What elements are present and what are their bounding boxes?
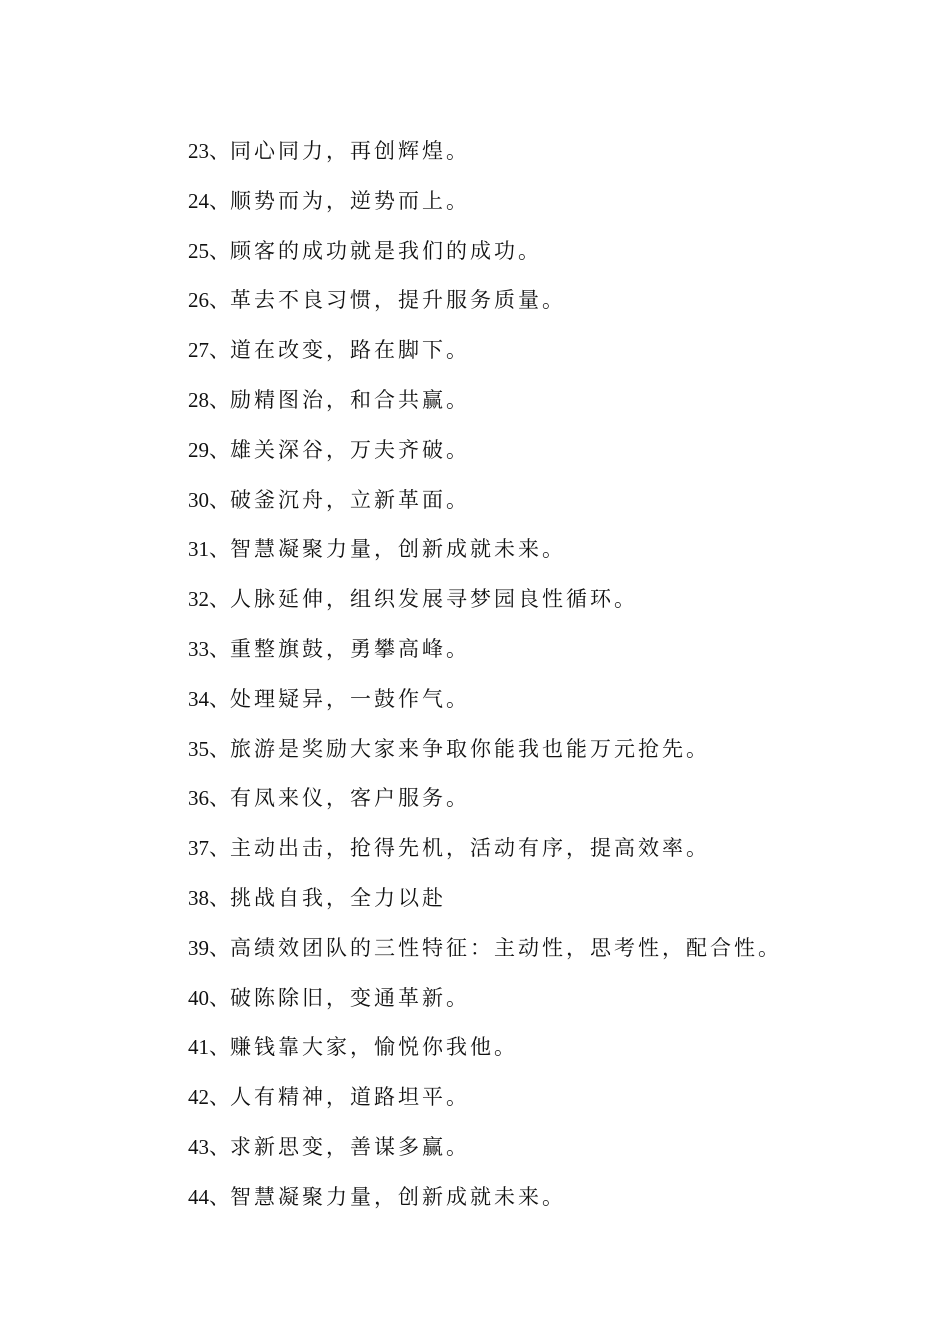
- list-item: [188, 631, 908, 681]
- list-item: [188, 1179, 908, 1229]
- item-number: 37、: [188, 836, 230, 861]
- item-text: 破釜沉舟，立新革面。: [230, 487, 470, 512]
- item-number: 36、: [188, 786, 230, 811]
- item-text: 励精图治，和合共赢。: [230, 387, 470, 412]
- item-number: 28、: [188, 387, 230, 412]
- item-number: 44、: [188, 1184, 230, 1209]
- list-item: [188, 731, 908, 781]
- item-text: 顾客的成功就是我们的成功。: [230, 238, 542, 263]
- item-text: 智慧凝聚力量，创新成就未来。: [230, 1184, 566, 1209]
- item-text: 顺势而为，逆势而上。: [230, 188, 470, 213]
- item-number: 39、: [188, 935, 230, 960]
- item-number: 32、: [188, 587, 230, 612]
- list-item: [188, 282, 908, 332]
- item-number: 34、: [188, 686, 230, 711]
- item-number: 38、: [188, 885, 230, 910]
- item-number: 25、: [188, 238, 230, 263]
- item-text: 革去不良习惯，提升服务质量。: [230, 288, 566, 313]
- item-text: 道在改变，路在脚下。: [230, 338, 470, 363]
- item-text: 旅游是奖励大家来争取你能我也能万元抢先。: [230, 736, 710, 761]
- item-text: 破陈除旧，变通革新。: [230, 985, 470, 1010]
- list-item: [188, 1029, 908, 1079]
- item-text: 处理疑异，一鼓作气。: [230, 686, 470, 711]
- item-number: 30、: [188, 487, 230, 512]
- list-item: [188, 332, 908, 382]
- item-text: 求新思变，善谋多赢。: [230, 1134, 470, 1159]
- list-item: [188, 581, 908, 631]
- list-item: [188, 930, 908, 980]
- item-text: 雄关深谷，万夫齐破。: [230, 437, 470, 462]
- item-number: 29、: [188, 437, 230, 462]
- item-text: 智慧凝聚力量，创新成就未来。: [230, 537, 566, 562]
- item-text: 高绩效团队的三性特征：主动性，思考性，配合性。: [230, 935, 782, 960]
- list-item: [188, 482, 908, 532]
- list-item: [188, 780, 908, 830]
- item-number: 31、: [188, 537, 230, 562]
- item-number: 40、: [188, 985, 230, 1010]
- item-text: 重整旗鼓，勇攀高峰。: [230, 636, 470, 661]
- list-item: [188, 183, 908, 233]
- list-item: [188, 980, 908, 1030]
- list-item: [188, 382, 908, 432]
- item-text: 挑战自我，全力以赴: [230, 885, 446, 910]
- item-number: 35、: [188, 736, 230, 761]
- list-item: [188, 133, 908, 183]
- item-number: 43、: [188, 1134, 230, 1159]
- item-text: 人有精神，道路坦平。: [230, 1085, 470, 1110]
- item-number: 24、: [188, 188, 230, 213]
- item-number: 26、: [188, 288, 230, 313]
- list-item: [188, 880, 908, 930]
- item-number: 33、: [188, 636, 230, 661]
- item-text: 同心同力，再创辉煌。: [230, 139, 470, 163]
- item-number: 42、: [188, 1085, 230, 1110]
- list-item: [188, 233, 908, 283]
- list-item: [188, 531, 908, 581]
- list-item: [188, 1079, 908, 1129]
- item-text: 人脉延伸，组织发展寻梦园良性循环。: [230, 587, 638, 612]
- item-number: 41、: [188, 1035, 230, 1060]
- item-text: 有凤来仪，客户服务。: [230, 786, 470, 811]
- item-number: 27、: [188, 338, 230, 363]
- item-number: 23、: [188, 139, 230, 163]
- slogan-list: [188, 133, 908, 1229]
- list-item: [188, 1129, 908, 1179]
- item-text: 主动出击，抢得先机，活动有序，提高效率。: [230, 836, 710, 861]
- list-item: [188, 681, 908, 731]
- list-item: [188, 830, 908, 880]
- item-text: 赚钱靠大家，愉悦你我他。: [230, 1035, 518, 1060]
- list-item: [188, 432, 908, 482]
